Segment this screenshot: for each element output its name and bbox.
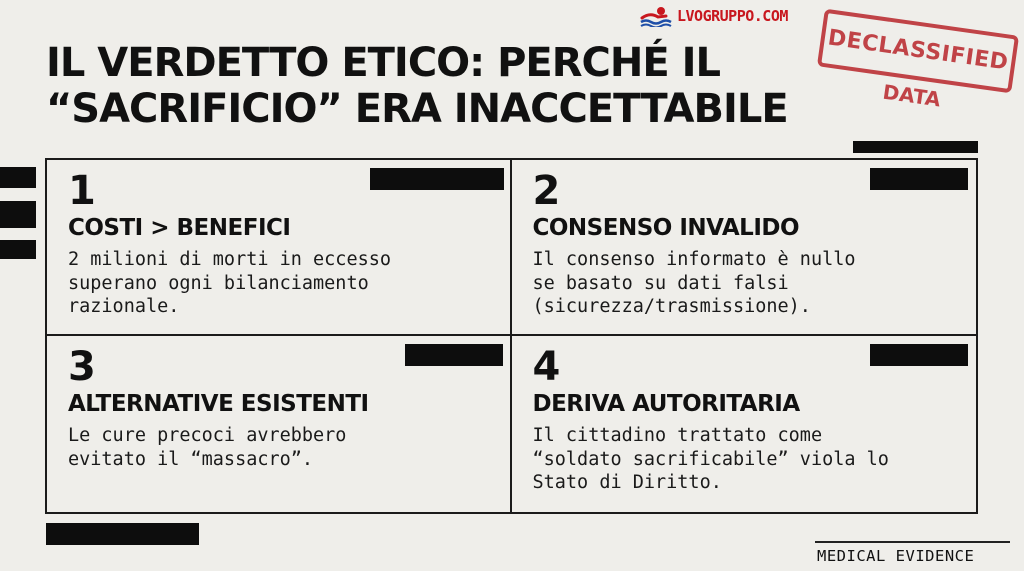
title-line-2: “SACRIFICIO” ERA INACCETTABILE: [46, 86, 788, 132]
redaction-bar: [370, 168, 504, 190]
footer-label: MEDICAL EVIDENCE: [817, 547, 975, 565]
redaction-bar: [0, 201, 36, 228]
redaction-bar: [0, 167, 36, 188]
card-number: 4: [532, 344, 561, 390]
declassified-stamp: [817, 9, 1019, 112]
card-number: 3: [68, 344, 96, 390]
redaction-bar: [46, 523, 199, 545]
redaction-bar: [853, 141, 978, 153]
stamp-bottom-text: DATA: [881, 79, 943, 112]
stamp-top-text: DECLASSIFIED: [826, 25, 1010, 76]
footer-divider: [815, 541, 1010, 543]
verdict-card-3: [47, 336, 512, 512]
verdict-card-1: [47, 160, 512, 336]
card-number: 1: [68, 168, 96, 214]
redaction-bar: [870, 344, 968, 366]
card-heading: ALTERNATIVE ESISTENTI: [68, 391, 369, 417]
card-heading: DERIVA AUTORITARIA: [532, 391, 800, 417]
page-title: [46, 40, 788, 132]
site-logo[interactable]: [640, 5, 788, 27]
verdict-card-4: [512, 336, 977, 512]
card-heading: CONSENSO INVALIDO: [532, 215, 800, 241]
swimmer-logo-icon: [640, 5, 674, 27]
verdict-grid: [45, 158, 978, 514]
redaction-bar: [0, 240, 36, 259]
logo-text: LVOGRUPPO.COM: [677, 7, 788, 25]
title-line-1: IL VERDETTO ETICO: PERCHÉ IL: [46, 40, 720, 86]
card-body: Le cure precoci avrebbero evitato il “massacro”.: [68, 425, 347, 470]
card-number: 2: [532, 168, 561, 214]
card-heading: COSTI > BENEFICI: [68, 215, 291, 241]
card-body: 2 milioni di morti in eccesso superano ogni bilanciamento razionale.: [68, 249, 392, 317]
redaction-bar: [405, 344, 503, 366]
card-body: Il consenso informato è nullo se basato su dati falsi (sicurezza/trasmissione).: [532, 249, 856, 317]
redaction-bar: [870, 168, 968, 190]
card-body: Il cittadino trattato come “soldato sacrificabile” viola lo Stato di Diritto.: [532, 425, 889, 493]
verdict-card-2: [512, 160, 977, 336]
